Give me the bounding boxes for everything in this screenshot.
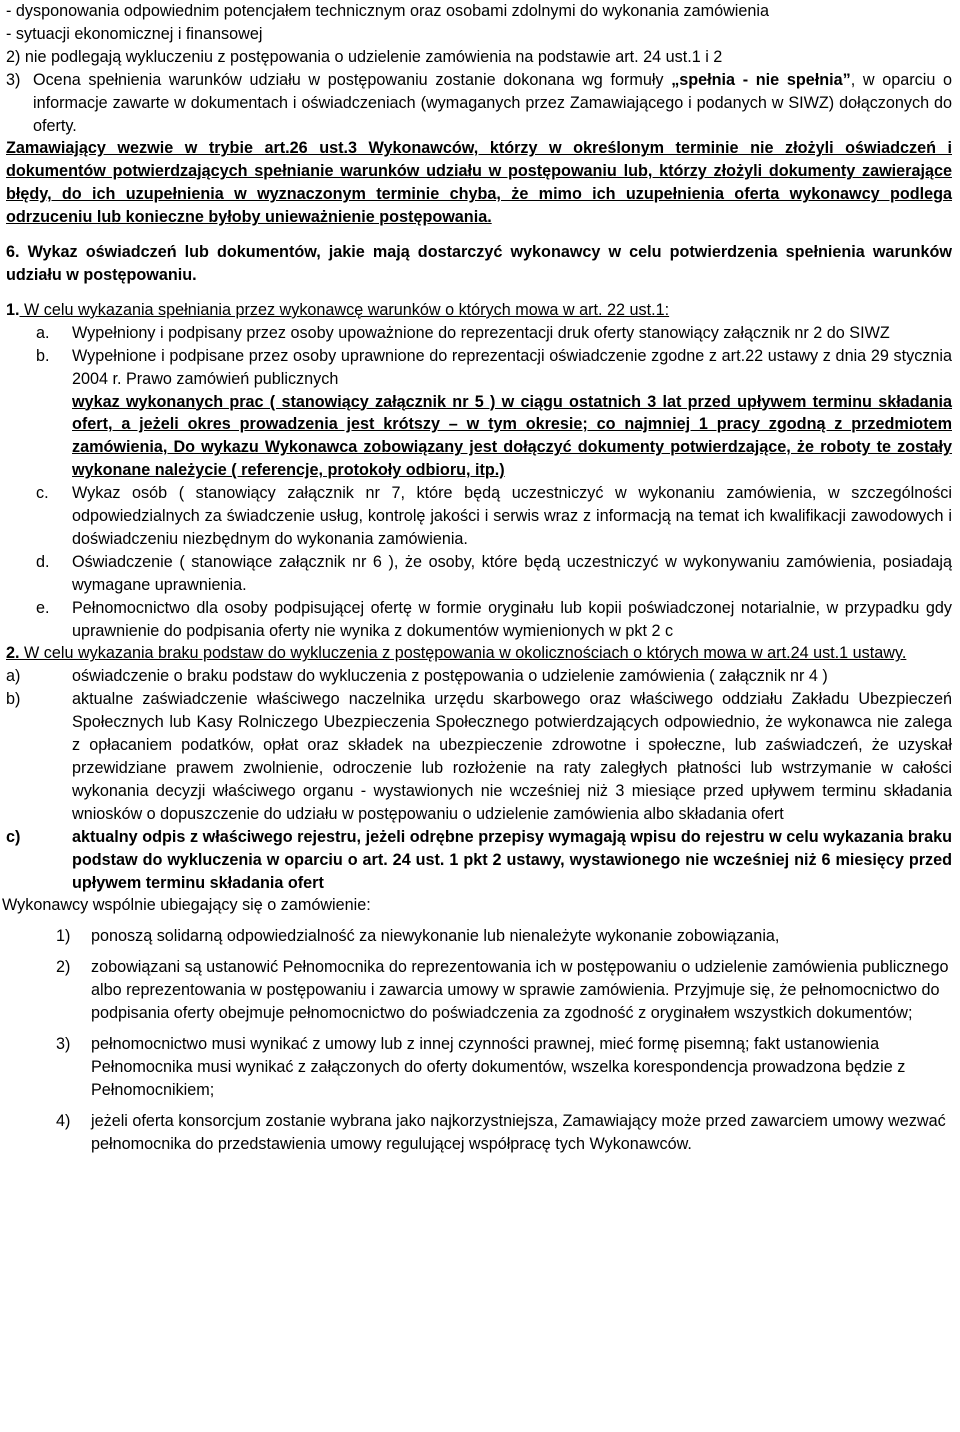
evaluation-item: [6, 69, 952, 138]
exclusion-item-c: c) aktualny odpis z właściwego rejestru, jeżeli odrębne przepisy wymagają wpisu do rejestru w celu wykazania braku podstaw do wykluczenia w oparciu o art. 24 ust. 1 pkt 2 ustawy, wystawionego nie wcześniej niż 6 miesięcy przed upływem terminu składania ofert: [6, 827, 952, 892]
evaluation-number: 3): [6, 70, 21, 89]
point-1-heading: 1. W celu wykazania spełniania przez wykonawcę warunków o których mowa w art. 22 ust.1:: [6, 300, 670, 319]
condition-technical: - dysponowania odpowiednim potencjałem technicznym oraz osobami zdolnymi do wykonania zamówienia: [6, 2, 770, 20]
point-2-heading: 2. W celu wykazania braku podstaw do wykluczenia z postępowania w okolicznościach o których mowa w art.24 ust.1 ustawy.: [6, 644, 907, 663]
condition-financial: - sytuacji ekonomicznej i finansowej: [6, 24, 263, 43]
works-list-requirement: wykaz wykonanych prac ( stanowiący załącznik nr 5 ) w ciągu ostatnich 3 lat przed upływem terminu składania ofert, a jeżeli okres prowadzenia jest krótszy – w tym okresie; co najmniej 1 pracy zgodną z przedmiotem zamówienia, Do wykazu Wykonawca zobowiązany jest dołączyć dokumenty potwierdzające, że roboty te zostały wykonane należycie ( referencje, protokoły odbioru, itp.): [72, 392, 952, 480]
document-item-b: b. Wypełnione i podpisane przez osoby uprawnione do reprezentacji oświadczenie zgodne z art.22 ustawy z dnia 29 stycznia 2004 r. Prawo zamówień publicznych: [36, 346, 952, 388]
document-item-c: c. Wykaz osób ( stanowiący załącznik nr 7, które będą uczestniczyć w wykonaniu zamówienia, w szczególności odpowiedzialnych za świadczenie usług, kontrolę jakości i serwis wraz z informacją na temat ich kwalifikacji zawodowych i doświadczeniu niezbędnym do wykonania zamówienia.: [36, 484, 952, 548]
consortium-item-2: 2) zobowiązani są ustanowić Pełnomocnika do reprezentowania ich w postępowaniu o udzielenie zamówienia publicznego albo reprezentowania w postępowaniu i zawarcia umowy w sprawie zamówienia. Przyjmuje się, że pełnomocnictwo do podpisania oferty obejmuje pełnomocnictwo do poświadczenia za zgodność z oryginałem wszystkich dokumentów;: [56, 958, 949, 1023]
consortium-item-1: 1) ponoszą solidarną odpowiedzialność za niewykonanie lub nienależyte wykonanie zobowiązania,: [56, 927, 780, 946]
document-item-a: a. Wypełniony i podpisany przez osoby upoważnione do reprezentacji druk oferty stanowiący załącznik nr 2 do SIWZ: [36, 323, 890, 342]
condition-exclusion: 2) nie podlegają wykluczeniu z postępowania o udzielenie zamówienia na podstawie art. 24 ust.1 i 2: [6, 47, 723, 66]
section-6-heading: 6. Wykaz oświadczeń lub dokumentów, jakie mają dostarczyć wykonawcy w celu potwierdzenia spełnienia warunków udziału w postępowaniu.: [6, 243, 952, 284]
consortium-intro: Wykonawcy wspólnie ubiegający się o zamówienie:: [2, 896, 371, 915]
document-item-e: e. Pełnomocnictwo dla osoby podpisującej ofertę w formie oryginału lub kopii poświadczonej notarialnie, w przypadku gdy uprawnienie do podpisania oferty nie wynika z dokumentów wymienionych w pkt 2 c: [36, 598, 952, 640]
evaluation-formula: „spełnia - nie spełnia”: [671, 70, 851, 89]
exclusion-item-b: b) aktualne zaświadczenie właściwego naczelnika urzędu skarbowego oraz właściwego oddziału Zakładu Ubezpieczeń Społecznych lub Kasy Rolniczego Ubezpieczenia Społecznego potwierdzających odpowiednio, że wykonawca nie zalega z opłacaniem podatków, opłat oraz składek na ubezpieczenie zdrowotne i społeczne, lub zaświadczeń, że uzyskał przewidziane prawem zwolnienie, odroczenie lub rozłożenie na raty zaległych płatności lub wstrzymanie w całości wykonania decyzji właściwego organu - wystawionych nie wcześniej niż 3 miesiące przed upływem terminu składania wniosków o dopuszczenie do udziału w postępowaniu o udzielenie zamówienia albo składania ofert: [6, 690, 952, 823]
consortium-item-3: 3) pełnomocnictwo musi wynikać z umowy lub z innej czynności prawnej, mieć formę pisemną; fakt ustanowienia Pełnomocnika musi wynikać z załączonych do oferty dokumentów, wszelka korespondencja prowadzona będzie z Pełnomocnikiem;: [56, 1034, 906, 1099]
consortium-item-4: 4) jeżeli oferta konsorcjum zostanie wybrana jako najkorzystniejsza, Zamawiający może przed zawarciem umowy wezwać pełnomocnika do przedstawienia umowy regulującej współpracę tych Wykonawców.: [56, 1111, 946, 1153]
evaluation-text: Ocena spełnienia warunków udziału w postępowaniu zostanie dokonana wg formuły „spełnia - nie spełnia”, w oparciu o informacje zawarte w dokumentach i oświadczeniach (wymaganych przez Zamawiającego i podanych w SIWZ) dołączonych do oferty.: [33, 70, 952, 135]
document-page: [2, 0, 952, 1156]
exclusion-item-a: a) oświadczenie o braku podstaw do wykluczenia z postępowania o udzielenie zamówienia ( załącznik nr 4 ): [6, 667, 828, 686]
supplement-call-paragraph: Zamawiający wezwie w trybie art.26 ust.3 Wykonawców, którzy w określonym terminie nie złożyli oświadczeń i dokumentów potwierdzających spełnianie warunków udziału w postępowaniu lub, którzy złożyli dokumenty zawierające błędy, do ich uzupełnienia w wyznaczonym terminie chyba, że mimo ich uzupełnienia oferta wykonawcy podlega odrzuceniu lub konieczne byłoby unieważnienie postępowania.: [6, 139, 952, 227]
document-item-d: d. Oświadczenie ( stanowiące załącznik nr 6 ), że osoby, które będą uczestniczyć w wykonywaniu zamówienia, posiadają wymagane uprawnienia.: [36, 552, 952, 594]
